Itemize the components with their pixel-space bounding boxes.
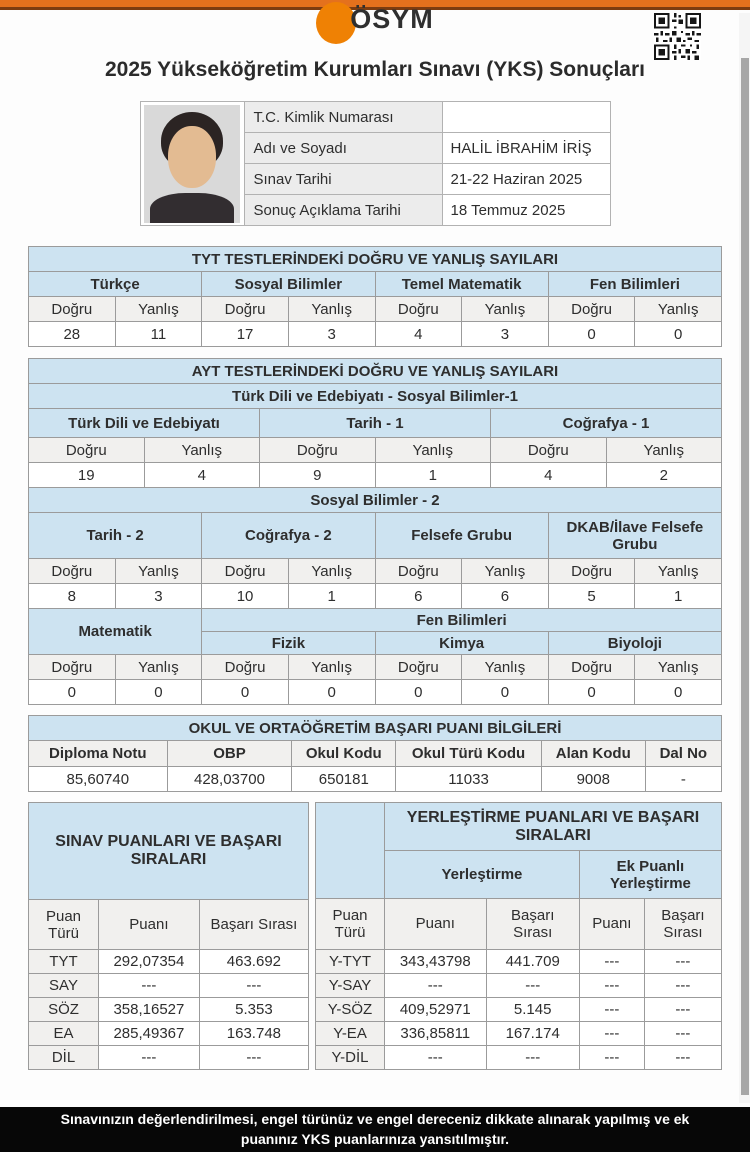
rank-header: Başarı Sırası	[199, 900, 308, 950]
photo-face	[168, 126, 216, 188]
wrong-label: Yanlış	[375, 438, 491, 463]
wrong-value: 1	[375, 463, 491, 488]
placement-title: YERLEŞTİRME PUANLARI VE BAŞARI SIRALARI	[385, 803, 722, 851]
correct-label: Doğru	[375, 559, 462, 584]
rank-value: 5.353	[199, 998, 308, 1022]
subject-name: Biyoloji	[548, 632, 721, 655]
subject-name: Matematik	[29, 609, 202, 655]
correct-value: 4	[491, 463, 607, 488]
correct-value: 19	[29, 463, 145, 488]
wrong-label: Yanlış	[462, 297, 549, 322]
rank-header: Başarı Sırası	[486, 899, 579, 949]
correct-value: 9	[260, 463, 376, 488]
wrong-label: Yanlış	[462, 655, 549, 680]
score-header: Puanı	[99, 900, 200, 950]
candidate-info-table	[140, 101, 611, 226]
correct-label: Doğru	[548, 559, 635, 584]
wrong-value: 0	[635, 680, 722, 705]
field-value-name: HALİL İBRAHİM İRİŞ	[442, 133, 610, 164]
score-value: 336,85811	[385, 1021, 487, 1045]
wrong-value: 3	[462, 322, 549, 347]
footer-note-text: Sınavınızın değerlendirilmesi, engel türünüz ve engel dereceniz dikkate alınarak yapılmış ve ek puanınız YKS puanlarınıza yansıtılmıştır.	[60, 1110, 690, 1147]
branch-no-value: -	[645, 767, 721, 792]
field-label-tc-no: T.C. Kimlik Numarası	[244, 102, 442, 133]
exam-scores-table	[28, 802, 309, 1070]
correct-value: 10	[202, 584, 289, 609]
wrong-label: Yanlış	[462, 559, 549, 584]
column-header: Okul Kodu	[292, 741, 396, 767]
ayt-section1-title: Türk Dili ve Edebiyatı - Sosyal Bilimler-1	[29, 384, 722, 409]
ek-score-value: ---	[579, 949, 644, 973]
ek-score-value: ---	[579, 1045, 644, 1069]
correct-value: 0	[548, 322, 635, 347]
field-value-tc-no	[442, 102, 610, 133]
diploma-grade-value: 85,60740	[29, 767, 168, 792]
score-type: Y-EA	[316, 1021, 385, 1045]
score-value: 285,49367	[99, 1022, 200, 1046]
correct-value: 5	[548, 584, 635, 609]
placement-group-header: Yerleştirme	[385, 851, 580, 899]
wrong-label: Yanlış	[115, 559, 202, 584]
correct-value: 0	[375, 680, 462, 705]
ek-placement-group-header: Ek Puanlı Yerleştirme	[579, 851, 721, 899]
score-type: Y-DİL	[316, 1045, 385, 1069]
ek-rank-value: ---	[644, 997, 721, 1021]
wrong-value: 3	[115, 584, 202, 609]
score-value: ---	[99, 1046, 200, 1070]
field-label-exam-date: Sınav Tarihi	[244, 164, 442, 195]
ek-score-value: ---	[579, 1021, 644, 1045]
correct-label: Doğru	[202, 559, 289, 584]
correct-label: Doğru	[375, 297, 462, 322]
correct-label: Doğru	[260, 438, 376, 463]
subject-name: Temel Matematik	[375, 272, 548, 297]
correct-value: 6	[375, 584, 462, 609]
scores-section	[28, 802, 722, 1070]
score-type-header: Puan Türü	[316, 899, 385, 949]
score-value: 358,16527	[99, 998, 200, 1022]
subject-name: Türkçe	[29, 272, 202, 297]
rank-value: 163.748	[199, 1022, 308, 1046]
rank-value: 5.145	[486, 997, 579, 1021]
subject-name: Fizik	[202, 632, 375, 655]
ek-rank-value: ---	[644, 973, 721, 997]
correct-value: 28	[29, 322, 116, 347]
wrong-label: Yanlış	[635, 559, 722, 584]
wrong-value: 2	[606, 463, 722, 488]
correct-value: 4	[375, 322, 462, 347]
subject-name: Sosyal Bilimler	[202, 272, 375, 297]
score-type: SAY	[29, 974, 99, 998]
field-label-name: Adı ve Soyadı	[244, 133, 442, 164]
score-value: ---	[385, 973, 487, 997]
wrong-label: Yanlış	[115, 655, 202, 680]
correct-label: Doğru	[375, 655, 462, 680]
wrong-value: 1	[635, 584, 722, 609]
page-title: 2025 Yükseköğretim Kurumları Sınavı (YKS) Sonuçları	[105, 58, 645, 81]
wrong-label: Yanlış	[288, 297, 375, 322]
rank-value: 463.692	[199, 950, 308, 974]
correct-label: Doğru	[29, 559, 116, 584]
score-type: TYT	[29, 950, 99, 974]
correct-label: Doğru	[29, 297, 116, 322]
subject-name: Kimya	[375, 632, 548, 655]
footer-note	[0, 1107, 750, 1152]
placement-corner-cell	[316, 803, 385, 899]
rank-value: 441.709	[486, 949, 579, 973]
osym-logo-text: ÖSYM	[350, 4, 434, 34]
wrong-value: 3	[288, 322, 375, 347]
subject-name: Coğrafya - 2	[202, 513, 375, 559]
exam-scores-title: SINAV PUANLARI VE BAŞARI SIRALARI	[29, 803, 309, 900]
column-header: Dal No	[645, 741, 721, 767]
tyt-title: TYT TESTLERİNDEKİ DOĞRU VE YANLIŞ SAYILARI	[29, 247, 722, 272]
rank-value: 167.174	[486, 1021, 579, 1045]
ek-rank-value: ---	[644, 949, 721, 973]
ek-score-header: Puanı	[579, 899, 644, 949]
ek-score-value: ---	[579, 997, 644, 1021]
rank-value: ---	[199, 1046, 308, 1070]
column-header: Diploma Notu	[29, 741, 168, 767]
subject-name: DKAB/İlave Felsefe Grubu	[548, 513, 721, 559]
tyt-results-table	[28, 246, 722, 347]
subject-name: Türk Dili ve Edebiyatı	[29, 409, 260, 438]
field-value-result-date: 18 Temmuz 2025	[442, 195, 610, 226]
field-value-exam-date: 21-22 Haziran 2025	[442, 164, 610, 195]
wrong-value: 11	[115, 322, 202, 347]
candidate-photo-cell	[140, 102, 244, 226]
rank-value: ---	[486, 1045, 579, 1069]
correct-value: 8	[29, 584, 116, 609]
score-value: ---	[385, 1045, 487, 1069]
qr-code	[654, 9, 701, 64]
wrong-value: 0	[635, 322, 722, 347]
correct-label: Doğru	[29, 655, 116, 680]
school-code-value: 650181	[292, 767, 396, 792]
obp-value: 428,03700	[167, 767, 292, 792]
ek-rank-header: Başarı Sırası	[644, 899, 721, 949]
correct-label: Doğru	[548, 297, 635, 322]
school-info-table	[28, 715, 722, 792]
ayt-section2-title: Sosyal Bilimler - 2	[29, 488, 722, 513]
school-title: OKUL VE ORTAÖĞRETİM BAŞARI PUANI BİLGİLERİ	[29, 716, 722, 741]
school-type-code-value: 11033	[396, 767, 542, 792]
correct-value: 17	[202, 322, 289, 347]
score-value: 343,43798	[385, 949, 487, 973]
rank-value: ---	[199, 974, 308, 998]
correct-value: 0	[202, 680, 289, 705]
osym-logo	[0, 2, 750, 44]
ayt-results-table	[28, 358, 722, 705]
field-code-value: 9008	[541, 767, 645, 792]
wrong-value: 0	[462, 680, 549, 705]
wrong-value: 0	[115, 680, 202, 705]
candidate-photo	[144, 105, 240, 223]
wrong-value: 1	[288, 584, 375, 609]
score-type: Y-TYT	[316, 949, 385, 973]
wrong-label: Yanlış	[288, 655, 375, 680]
column-header: Alan Kodu	[541, 741, 645, 767]
photo-shoulders	[150, 193, 234, 223]
column-header: Okul Türü Kodu	[396, 741, 542, 767]
rank-value: ---	[486, 973, 579, 997]
subject-name: Fen Bilimleri	[548, 272, 721, 297]
score-value: 409,52971	[385, 997, 487, 1021]
wrong-label: Yanlış	[288, 559, 375, 584]
ek-score-value: ---	[579, 973, 644, 997]
column-header: OBP	[167, 741, 292, 767]
wrong-label: Yanlış	[144, 438, 260, 463]
score-value: ---	[99, 974, 200, 998]
wrong-label: Yanlış	[606, 438, 722, 463]
subject-name: Coğrafya - 1	[491, 409, 722, 438]
wrong-label: Yanlış	[115, 297, 202, 322]
subject-name: Felsefe Grubu	[375, 513, 548, 559]
score-type: Y-SÖZ	[316, 997, 385, 1021]
ayt-title: AYT TESTLERİNDEKİ DOĞRU VE YANLIŞ SAYILARI	[29, 359, 722, 384]
correct-value: 0	[29, 680, 116, 705]
score-value: 292,07354	[99, 950, 200, 974]
wrong-value: 0	[288, 680, 375, 705]
score-type: Y-SAY	[316, 973, 385, 997]
correct-label: Doğru	[548, 655, 635, 680]
scrollbar-thumb[interactable]	[741, 58, 749, 1095]
correct-label: Doğru	[202, 297, 289, 322]
science-group-title: Fen Bilimleri	[202, 609, 722, 632]
wrong-label: Yanlış	[635, 297, 722, 322]
score-type: SÖZ	[29, 998, 99, 1022]
score-type: EA	[29, 1022, 99, 1046]
correct-label: Doğru	[202, 655, 289, 680]
subject-name: Tarih - 2	[29, 513, 202, 559]
correct-label: Doğru	[29, 438, 145, 463]
correct-label: Doğru	[491, 438, 607, 463]
wrong-value: 6	[462, 584, 549, 609]
wrong-value: 4	[144, 463, 260, 488]
placement-scores-table	[315, 802, 722, 1070]
score-header: Puanı	[385, 899, 487, 949]
score-type: DİL	[29, 1046, 99, 1070]
ek-rank-value: ---	[644, 1045, 721, 1069]
field-label-result-date: Sonuç Açıklama Tarihi	[244, 195, 442, 226]
score-type-header: Puan Türü	[29, 900, 99, 950]
wrong-label: Yanlış	[635, 655, 722, 680]
ek-rank-value: ---	[644, 1021, 721, 1045]
subject-name: Tarih - 1	[260, 409, 491, 438]
correct-value: 0	[548, 680, 635, 705]
